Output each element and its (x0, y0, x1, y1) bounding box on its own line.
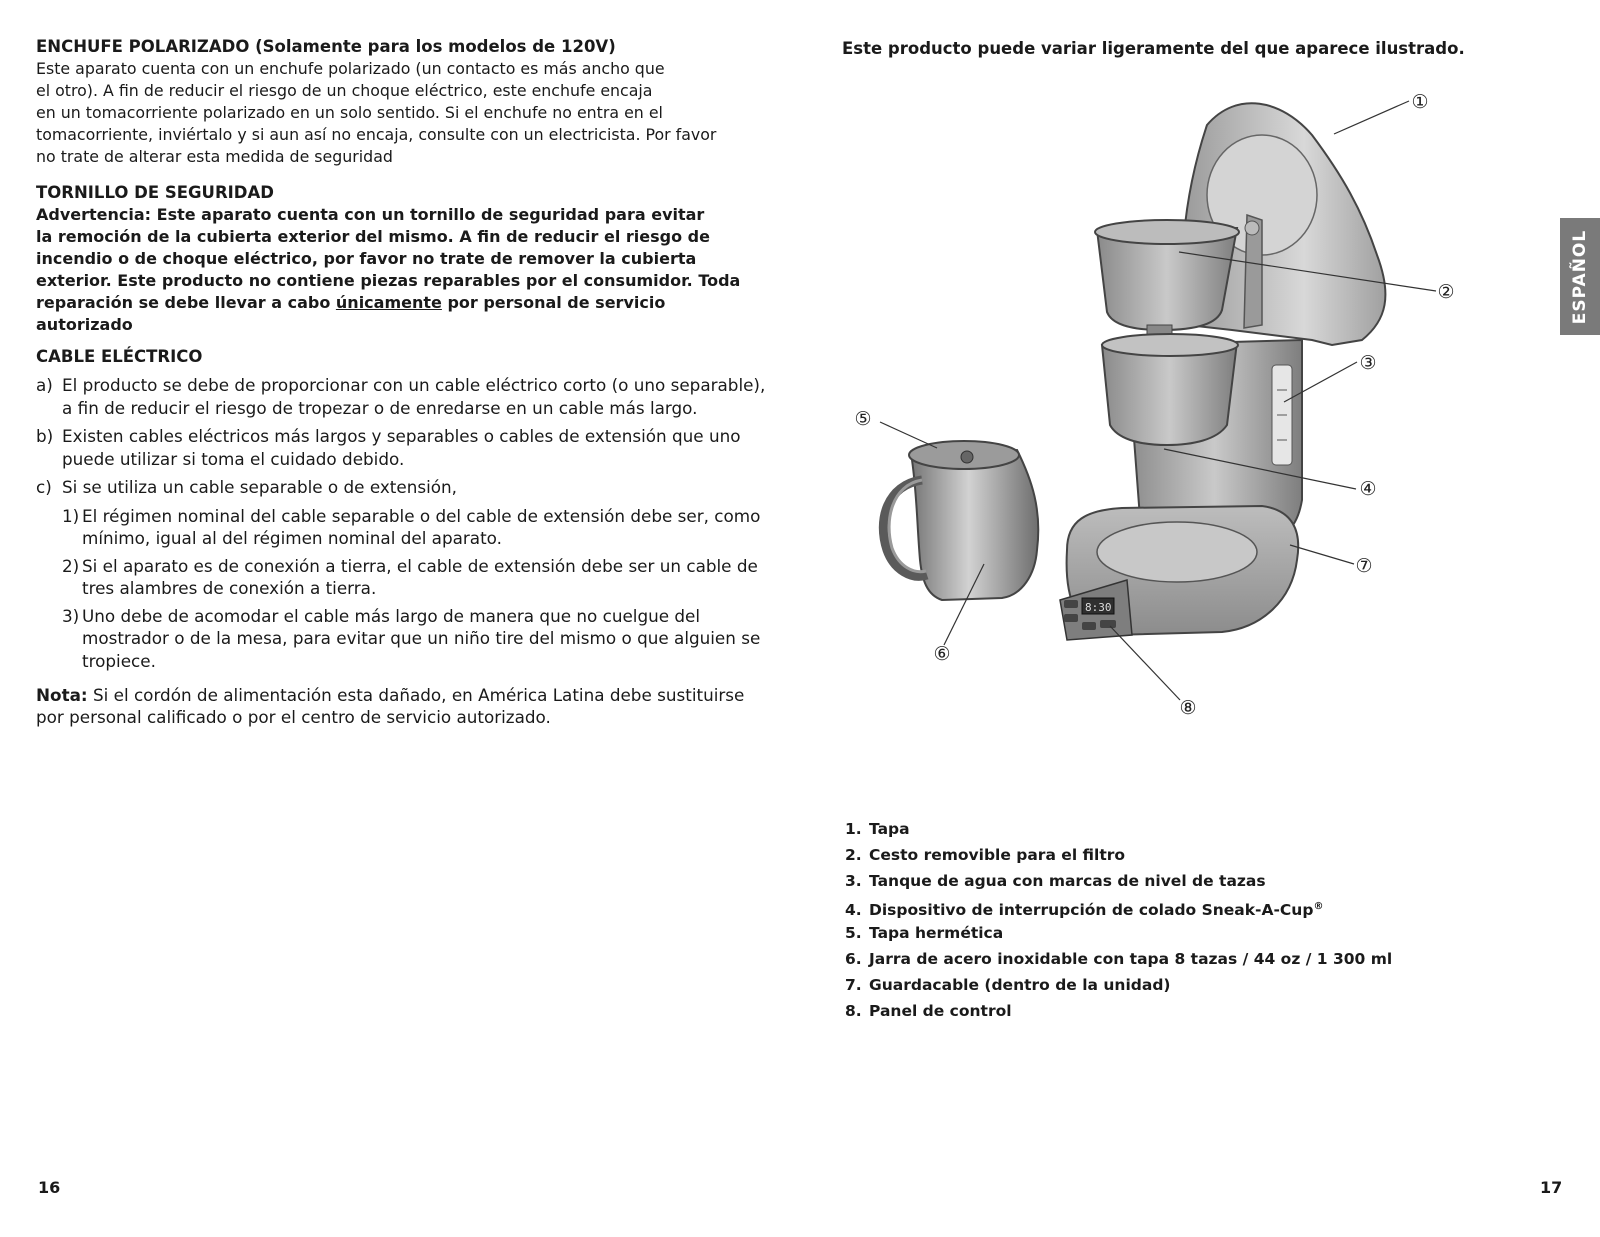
section-title-cable: CABLE ELÉCTRICO (36, 347, 203, 366)
page-number-left: 16 (38, 1178, 61, 1197)
callout-number: ⑧ (1179, 697, 1197, 719)
section-title-tornillo: TORNILLO DE SEGURIDAD (36, 183, 274, 202)
item-text: Existen cables eléctricos más largos y separables o cables de extensión que uno puede utilizar si toma el cuidado debido. (62, 426, 741, 469)
text-line: incendio o de choque eléctrico, por favor no trate de remover la cubierta (36, 249, 697, 268)
part-name: Jarra de acero inoxidable con tapa 8 tazas / 44 oz / 1 300 ml (869, 950, 1393, 968)
note (36, 684, 766, 728)
section-title-enchufe: ENCHUFE POLARIZADO (Solamente para los modelos de 120V) (36, 37, 616, 56)
callout-number: ④ (1359, 478, 1377, 500)
text-line: Advertencia: Este aparato cuenta con un tornillo de seguridad para evitar (36, 205, 705, 224)
section-body-enchufe (36, 58, 766, 168)
list-item (845, 946, 1392, 972)
part-name: Tanque de agua con marcas de nivel de tazas (869, 872, 1266, 890)
text-line: el otro). A fin de reducir el riesgo de un choque eléctrico, este enchufe encaja (36, 81, 653, 100)
carafe (883, 441, 1038, 600)
callout-number: ① (1411, 91, 1429, 113)
brew-funnel (1102, 334, 1238, 445)
list-item (845, 816, 1392, 842)
text-line: en un tomacorriente polarizado en un solo sentido. Si el enchufe no entra en el (36, 103, 663, 122)
part-number: 4. (845, 901, 862, 920)
coffee-maker-illustration (842, 80, 1522, 760)
part-number: 8. (845, 1002, 862, 1020)
callout-number: ⑤ (854, 408, 872, 430)
part-number: 7. (845, 976, 862, 994)
item-label: 1) (62, 505, 80, 526)
list-item (845, 998, 1392, 1024)
list-item (36, 374, 766, 419)
part-number: 3. (845, 872, 862, 890)
callout-number: ⑥ (933, 643, 951, 665)
underlined-word: únicamente (335, 293, 442, 312)
item-text: Uno debe de acomodar el cable más largo de manera que no cuelgue del mostrador o de la mesa, para evitar que un niño tire del mismo o que alguien se tropiece. (82, 605, 761, 671)
page-number-right: 17 (1540, 1178, 1563, 1197)
illustration-disclaimer: Este producto puede variar ligeramente del que aparece ilustrado. (842, 39, 1465, 58)
callout-number: ② (1437, 281, 1455, 303)
part-number: 6. (845, 950, 862, 968)
part-name: Dispositivo de interrupción de colado Sneak-A-Cup (869, 901, 1314, 920)
text-span: por personal de servicio autorizado (36, 293, 666, 334)
list-item (845, 920, 1392, 946)
registered-mark: ® (1313, 901, 1324, 912)
part-number: 1. (845, 820, 862, 838)
text-line: la remoción de la cubierta exterior del mismo. A fin de reducir el riesgo de (36, 227, 710, 246)
item-label: c) (36, 477, 52, 497)
part-number: 2. (845, 846, 862, 864)
left-page (36, 36, 766, 745)
parts-list (845, 816, 1392, 1024)
item-label: 3) (62, 605, 80, 626)
callout-number: ⑦ (1355, 555, 1373, 577)
section-body-tornillo (36, 204, 766, 336)
note-text: Si el cordón de alimentación esta dañado, en América Latina debe sustituirse por personal calificado o por el centro de servicio autorizado. (36, 685, 745, 727)
list-item (845, 972, 1392, 998)
text-line: tomacorriente, inviértalo y si aun así no encaja, consulte con un electricista. Por favor (36, 125, 717, 144)
item-label: a) (36, 375, 53, 395)
item-label: b) (36, 426, 54, 446)
sub-list-item (36, 505, 766, 550)
item-text: El régimen nominal del cable separable o del cable de extensión debe ser, como mínimo, igual al del régimen nominal del aparato. (82, 505, 761, 548)
list-item (36, 425, 766, 470)
item-text: Si se utiliza un cable separable o de extensión, (62, 477, 457, 497)
text-line: Este aparato cuenta con un enchufe polarizado (un contacto es más ancho que (36, 59, 665, 78)
list-item (845, 868, 1392, 894)
language-tab (1560, 218, 1600, 335)
text-line (36, 292, 766, 336)
text-line: no trate de alterar esta medida de seguridad (36, 147, 393, 166)
item-text: El producto se debe de proporcionar con un cable eléctrico corto (o uno separable), a fin de reducir el riesgo de tropezar o de enredarse en un cable más largo. (62, 375, 766, 418)
note-label: Nota: (36, 685, 88, 705)
text-span: reparación se debe llevar a cabo (36, 293, 336, 312)
sub-list-item (36, 555, 766, 600)
part-name: Tapa (869, 820, 910, 838)
list-item (845, 842, 1392, 868)
list-item (845, 894, 1392, 920)
list-item (36, 476, 766, 499)
part-number: 5. (845, 924, 862, 942)
part-name: Guardacable (dentro de la unidad) (869, 976, 1171, 994)
sub-list-item (36, 605, 766, 673)
clock-display: 8:30 (1085, 601, 1112, 614)
part-name: Cesto removible para el filtro (869, 846, 1126, 864)
text-line: exterior. Este producto no contiene piezas reparables por el consumidor. Toda (36, 271, 741, 290)
item-label: 2) (62, 555, 80, 576)
callout-number: ③ (1359, 352, 1377, 374)
language-tab-label: ESPAÑOL (1570, 229, 1590, 324)
item-text: Si el aparato es de conexión a tierra, el cable de extensión debe ser un cable de tres alambres de conexión a tierra. (82, 555, 758, 598)
part-name: Panel de control (869, 1002, 1012, 1020)
base (1060, 506, 1298, 640)
part-name: Tapa hermética (869, 924, 1004, 942)
